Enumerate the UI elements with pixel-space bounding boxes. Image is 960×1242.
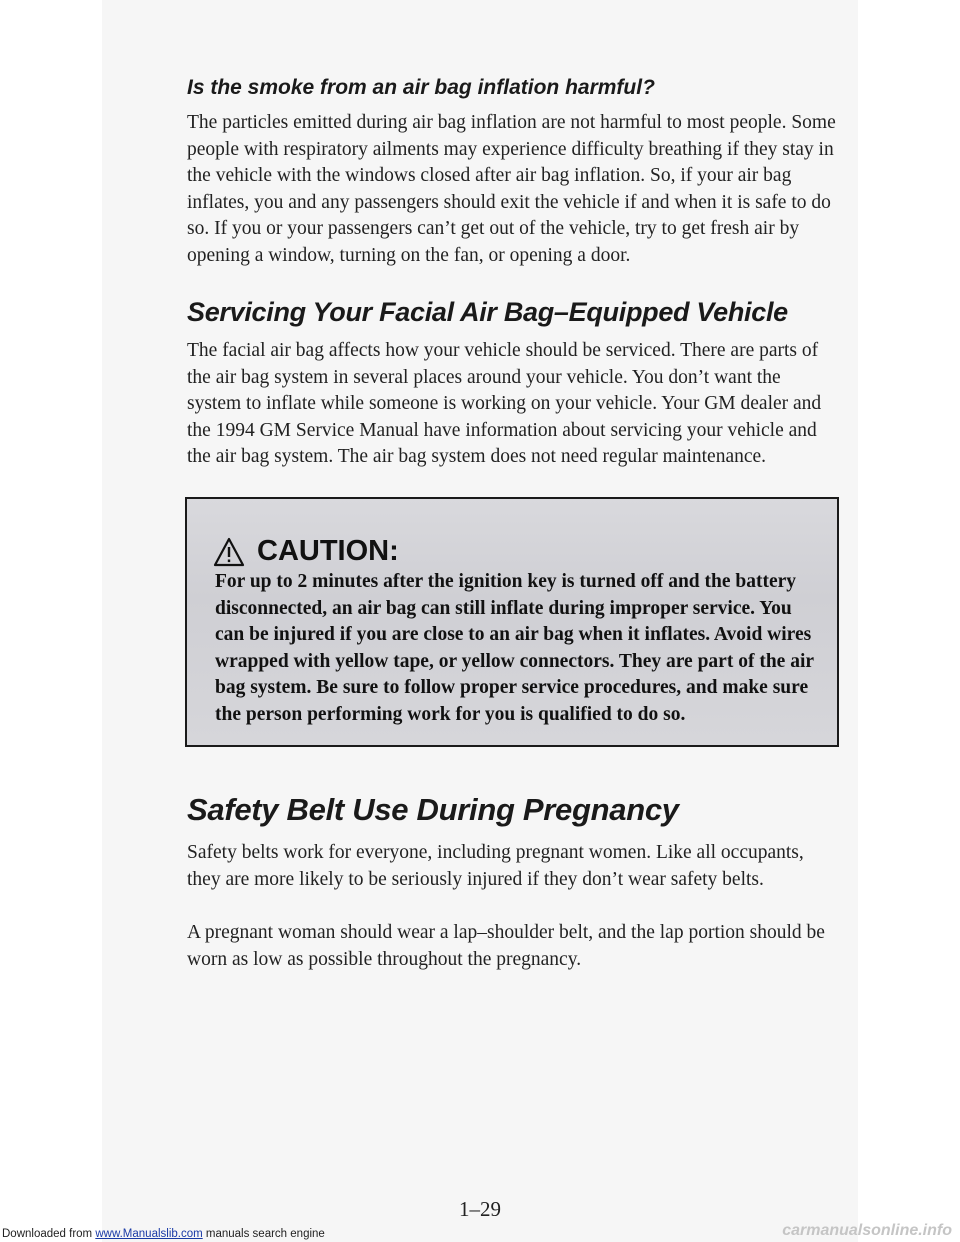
download-watermark bbox=[2, 1228, 325, 1240]
warning-triangle-icon bbox=[213, 537, 245, 567]
watermark-suffix: manuals search engine bbox=[202, 1228, 325, 1240]
pregnancy-heading: Safety Belt Use During Pregnancy bbox=[187, 792, 679, 827]
manualslib-link[interactable]: www.Manualslib.com bbox=[95, 1228, 203, 1240]
caution-box bbox=[185, 497, 839, 747]
servicing-paragraph: The facial air bag affects how your vehicle should be serviced. There are parts of the air bag system in several places around your vehicle. You don’t want the system to inflate while someone is working on your vehicle. Your GM dealer and the 1994 GM Service Manual have information about servicing your vehicle and the air bag system. The air bag system does not need regular maintenance. bbox=[187, 340, 822, 467]
caution-text: For up to 2 minutes after the ignition key is turned off and the battery disconnected, an air bag can still inflate during improper service. You can be injured if you are close to an air bag when it inflates. Avoid wires wrapped with yellow tape, or yellow connectors. They are part of the air bag system. Be sure to follow proper service procedures, and make sure the person performing work for you is qualified to do so. bbox=[215, 571, 814, 725]
smoke-paragraph: The particles emitted during air bag inflation are not harmful to most people. Some people with respiratory ailments may experience difficulty breathing if they stay in the vehicle with the windows closed after air bag inflation. So, if your air bag inflates, you and any passengers should exit the vehicle if and when it is safe to do so. If you or your passengers can’t get out of the vehicle, try to get fresh air by opening a window, turning on the fan, or opening a door. bbox=[187, 112, 836, 266]
caution-label: CAUTION: bbox=[257, 535, 399, 567]
watermark-prefix: Downloaded from bbox=[2, 1228, 96, 1240]
pregnancy-paragraph-2: A pregnant woman should wear a lap–shoulder belt, and the lap portion should be worn as low as possible throughout the pregnancy. bbox=[187, 922, 825, 970]
page-number: 1–29 bbox=[459, 1197, 501, 1221]
servicing-heading: Servicing Your Facial Air Bag–Equipped Vehicle bbox=[187, 297, 788, 327]
site-watermark: carmanualsonline.info bbox=[782, 1222, 952, 1239]
question-heading: Is the smoke from an air bag inflation harmful? bbox=[187, 76, 655, 99]
caution-title bbox=[213, 535, 399, 568]
pregnancy-paragraph-1: Safety belts work for everyone, including pregnant women. Like all occupants, they are more likely to be seriously injured if they don’t wear safety belts. bbox=[187, 842, 804, 890]
